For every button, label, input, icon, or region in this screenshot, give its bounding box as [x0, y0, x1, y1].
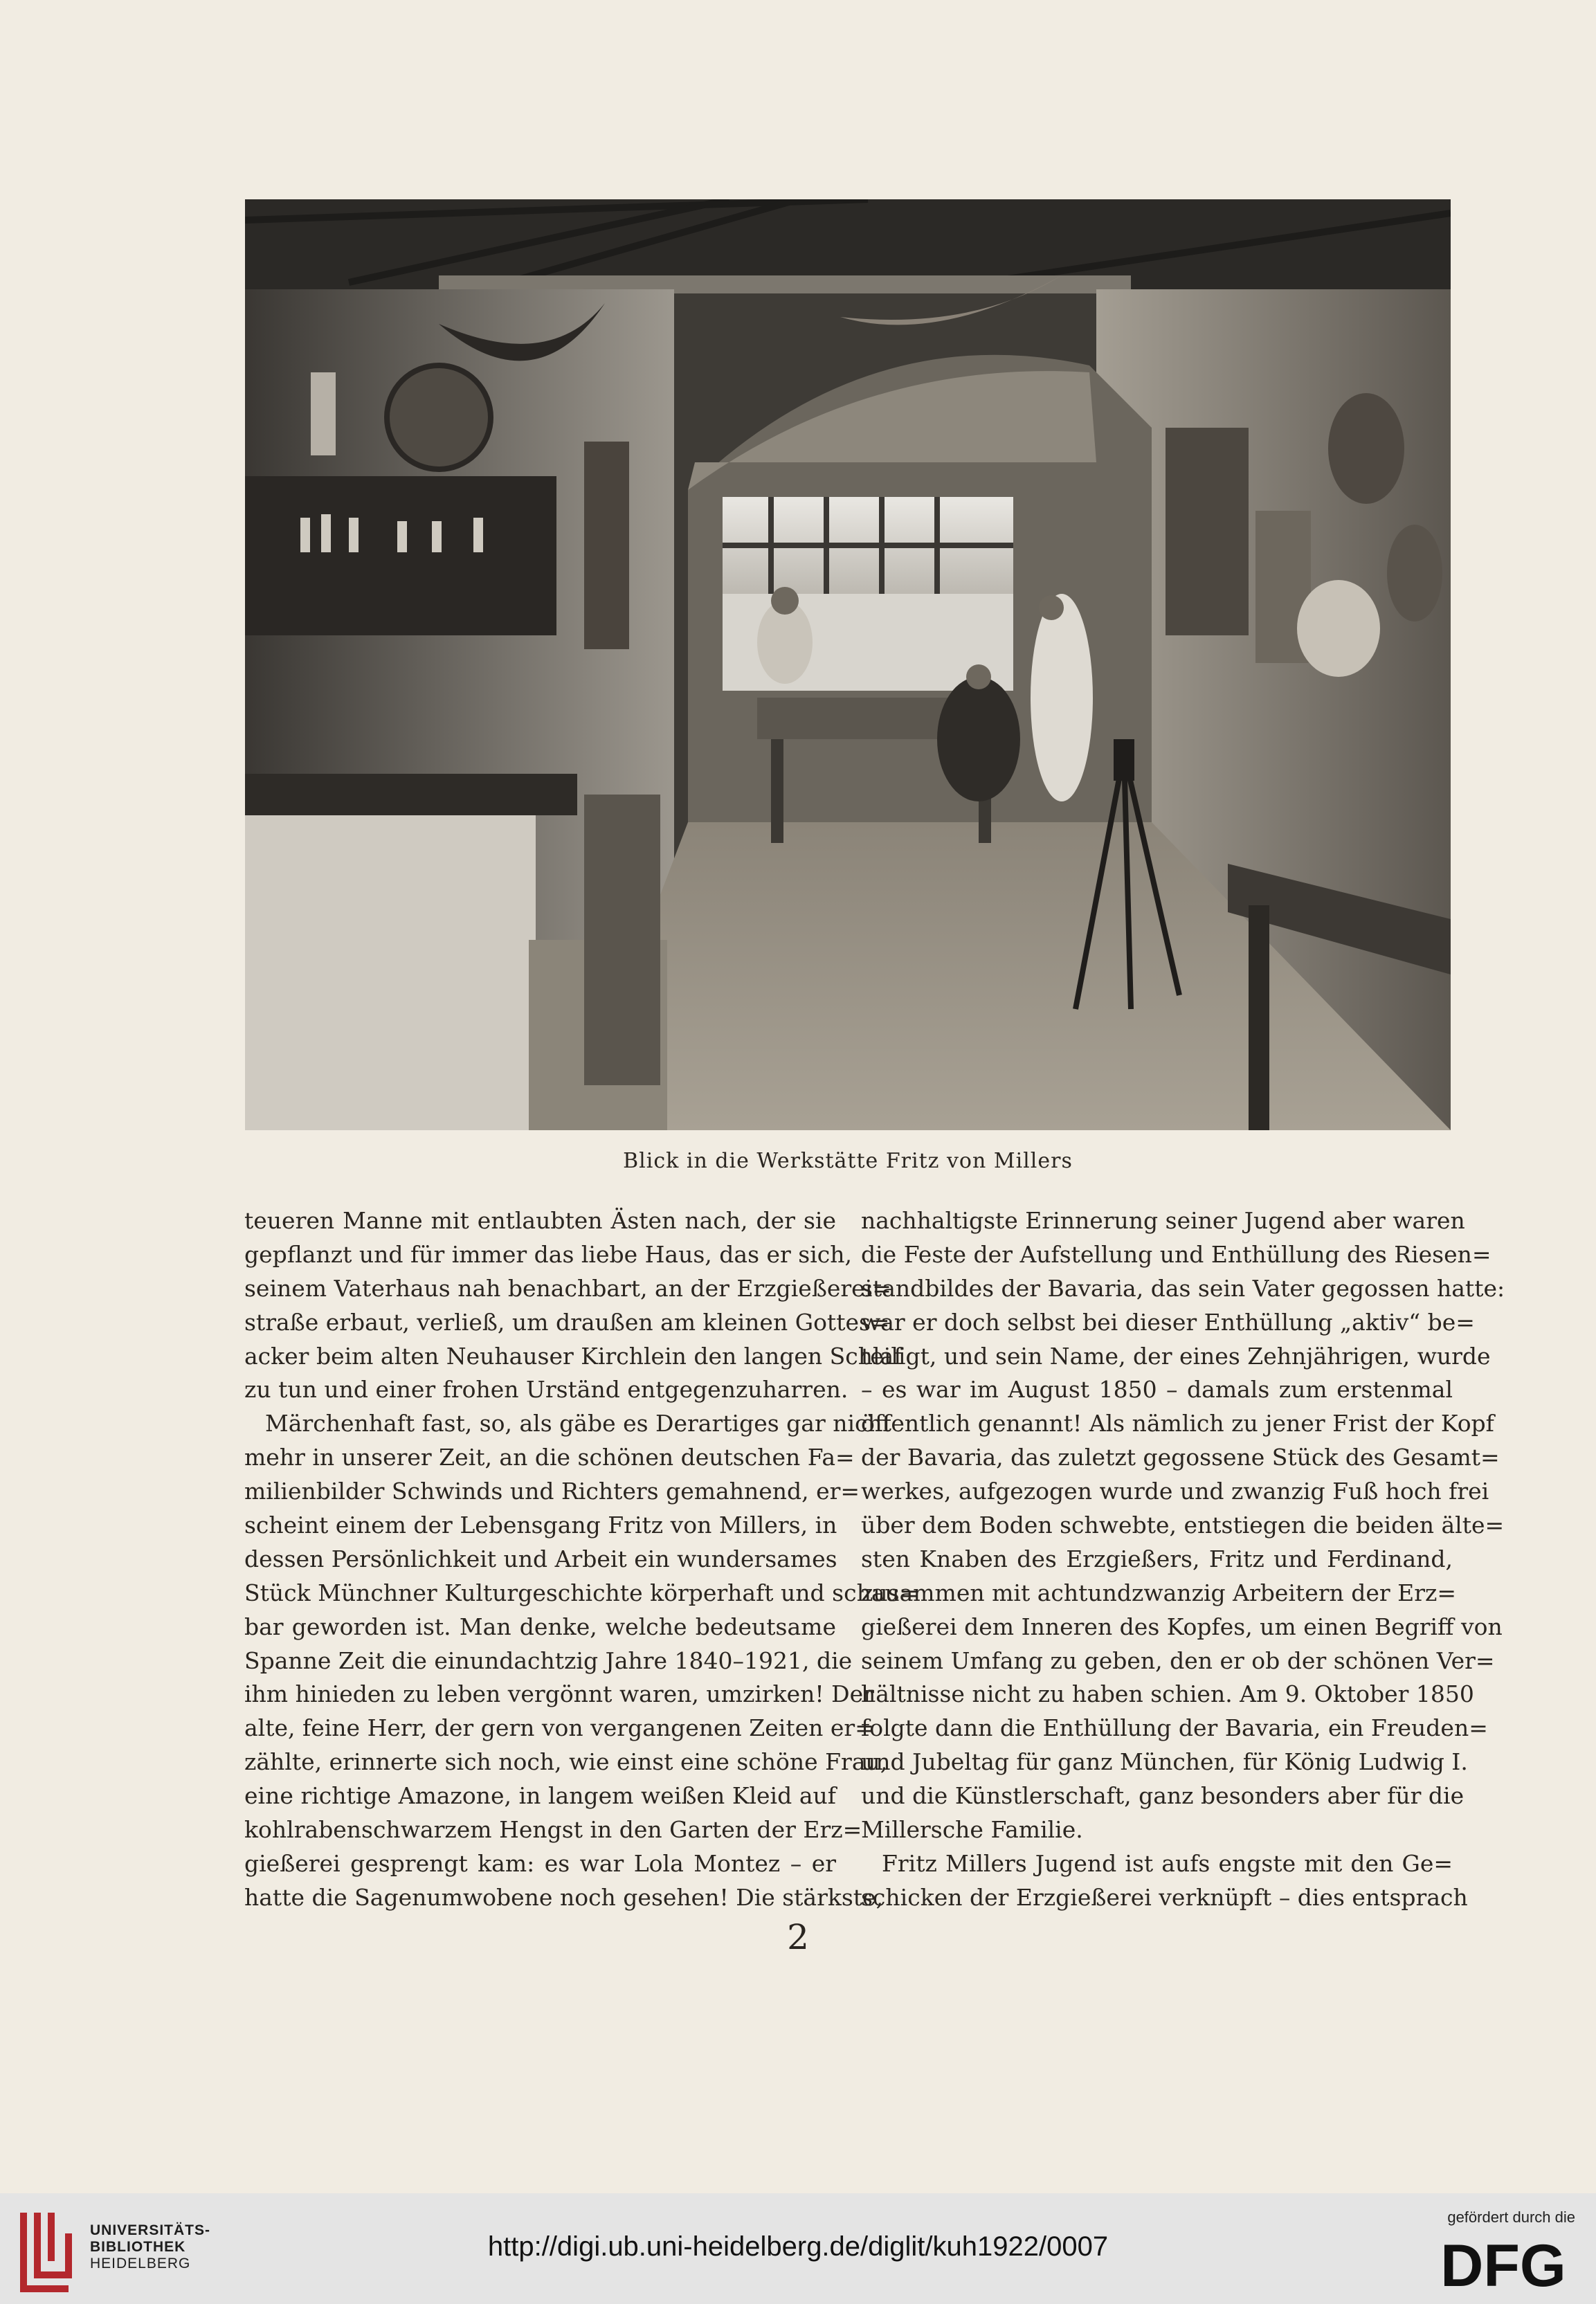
page-number: 2: [787, 1917, 809, 1957]
text-line: standbildes der Bavaria, das sein Vater gegossen hatte:: [861, 1274, 1505, 1302]
text-line: hatte die Sagenumwobene noch gesehen! Die stärkste,: [244, 1883, 884, 1911]
dfg-logo-text: DFG: [1440, 2235, 1566, 2293]
text-line: kohlrabenschwarzem Hengst in den Garten der Erz=: [244, 1816, 862, 1844]
workshop-photo-image: [245, 199, 1451, 1130]
text-line: der Bavaria, das zuletzt gegossene Stück des Gesamt=: [861, 1444, 1500, 1471]
text-line: acker beim alten Neuhauser Kirchlein den langen Schlaf: [244, 1342, 903, 1370]
text-line: Märchenhaft fast, so, als gäbe es Derartiges gar nicht: [265, 1410, 892, 1437]
library-name-line: BIBLIOTHEK: [90, 2239, 186, 2255]
text-line: teueren Manne mit entlaubten Ästen nach, der sie: [244, 1207, 836, 1234]
text-line: zu tun und einer frohen Urständ entgegenzuharren.: [244, 1376, 849, 1404]
funding-label: gefördert durch die: [1447, 2208, 1575, 2226]
text-line: bar geworden ist. Man denke, welche bedeutsame: [244, 1613, 836, 1640]
text-line: zusammen mit achtundzwanzig Arbeitern der Erz=: [861, 1579, 1457, 1606]
text-column-left: [244, 1204, 919, 1915]
text-line: werkes, aufgezogen wurde und zwanzig Fuß hoch frei: [861, 1478, 1489, 1505]
text-line: seinem Vaterhaus nah benachbart, an der Erzgießerei=: [244, 1274, 891, 1302]
text-line: schicken der Erzgießerei verknüpft – dies entsprach: [861, 1883, 1468, 1911]
text-line: hältnisse nicht zu haben schien. Am 9. Oktober 1850: [861, 1680, 1474, 1708]
text-line: milienbilder Schwinds und Richters gemahnend, er=: [244, 1478, 860, 1505]
text-line: mehr in unserer Zeit, an die schönen deutschen Fa=: [244, 1444, 855, 1471]
text-line: gießerei dem Inneren des Kopfes, um einen Begriff von: [861, 1613, 1503, 1640]
text-line: – es war im August 1850 – damals zum erstenmal: [861, 1376, 1453, 1404]
text-line: ihm hinieden zu leben vergönnt waren, umzirken! Der: [244, 1680, 874, 1708]
text-line: teiligt, und sein Name, der eines Zehnjährigen, wurde: [861, 1342, 1491, 1370]
library-name-line: UNIVERSITÄTS-: [90, 2222, 211, 2238]
text-line: alte, feine Herr, der gern von vergangenen Zeiten er=: [244, 1714, 874, 1742]
text-line: eine richtige Amazone, in langem weißen Kleid auf: [244, 1782, 836, 1810]
text-line: und Jubeltag für ganz München, für König Ludwig I.: [861, 1748, 1468, 1776]
text-line: dessen Persönlichkeit und Arbeit ein wundersames: [244, 1545, 837, 1572]
text-column-right: [861, 1204, 1505, 1915]
text-line: Millersche Familie.: [861, 1816, 1083, 1844]
library-name-line: HEIDELBERG: [90, 2256, 191, 2271]
text-line: und die Künstlerschaft, ganz besonders aber für die: [861, 1782, 1464, 1810]
text-line: straße erbaut, verließ, um draußen am kleinen Gottes=: [244, 1308, 890, 1336]
text-line: folgte dann die Enthüllung der Bavaria, ein Freuden=: [861, 1714, 1488, 1742]
text-line: Stück Münchner Kulturgeschichte körperhaft und schau=: [244, 1579, 919, 1606]
text-line: nachhaltigste Erinnerung seiner Jugend aber waren: [861, 1207, 1465, 1234]
text-line: die Feste der Aufstellung und Enthüllung des Riesen=: [861, 1240, 1491, 1268]
text-line: war er doch selbst bei dieser Enthüllung „aktiv“ be=: [861, 1308, 1475, 1336]
text-line: Spanne Zeit die einundachtzig Jahre 1840–1921, die: [244, 1647, 853, 1674]
text-line: seinem Umfang zu geben, den er ob der schönen Ver=: [861, 1647, 1495, 1674]
dfg-logo-icon[interactable]: [1434, 2235, 1572, 2293]
permalink-url[interactable]: http://digi.ub.uni-heidelberg.de/diglit/kuh1922/0007: [487, 2231, 1109, 2262]
text-line: öffentlich genannt! Als nämlich zu jener Frist der Kopf: [861, 1410, 1494, 1437]
text-line: gepflanzt und für immer das liebe Haus, das er sich,: [244, 1240, 852, 1268]
text-line: scheint einem der Lebensgang Fritz von Millers, in: [244, 1512, 837, 1539]
text-line: sten Knaben des Erzgießers, Fritz und Ferdinand,: [861, 1545, 1453, 1572]
workshop-photograph: [245, 199, 1451, 1130]
photo-caption: Blick in die Werkstätte Fritz von Millers: [623, 1149, 1073, 1173]
viewer-footer: [0, 2193, 1596, 2304]
text-line: über dem Boden schwebte, entstiegen die beiden älte=: [861, 1512, 1505, 1539]
text-line: gießerei gesprengt kam: es war Lola Montez – er: [244, 1849, 836, 1877]
text-line: zählte, erinnerte sich noch, wie einst eine schöne Frau,: [244, 1748, 888, 1776]
text-line: Fritz Millers Jugend ist aufs engste mit den Ge=: [882, 1849, 1453, 1877]
